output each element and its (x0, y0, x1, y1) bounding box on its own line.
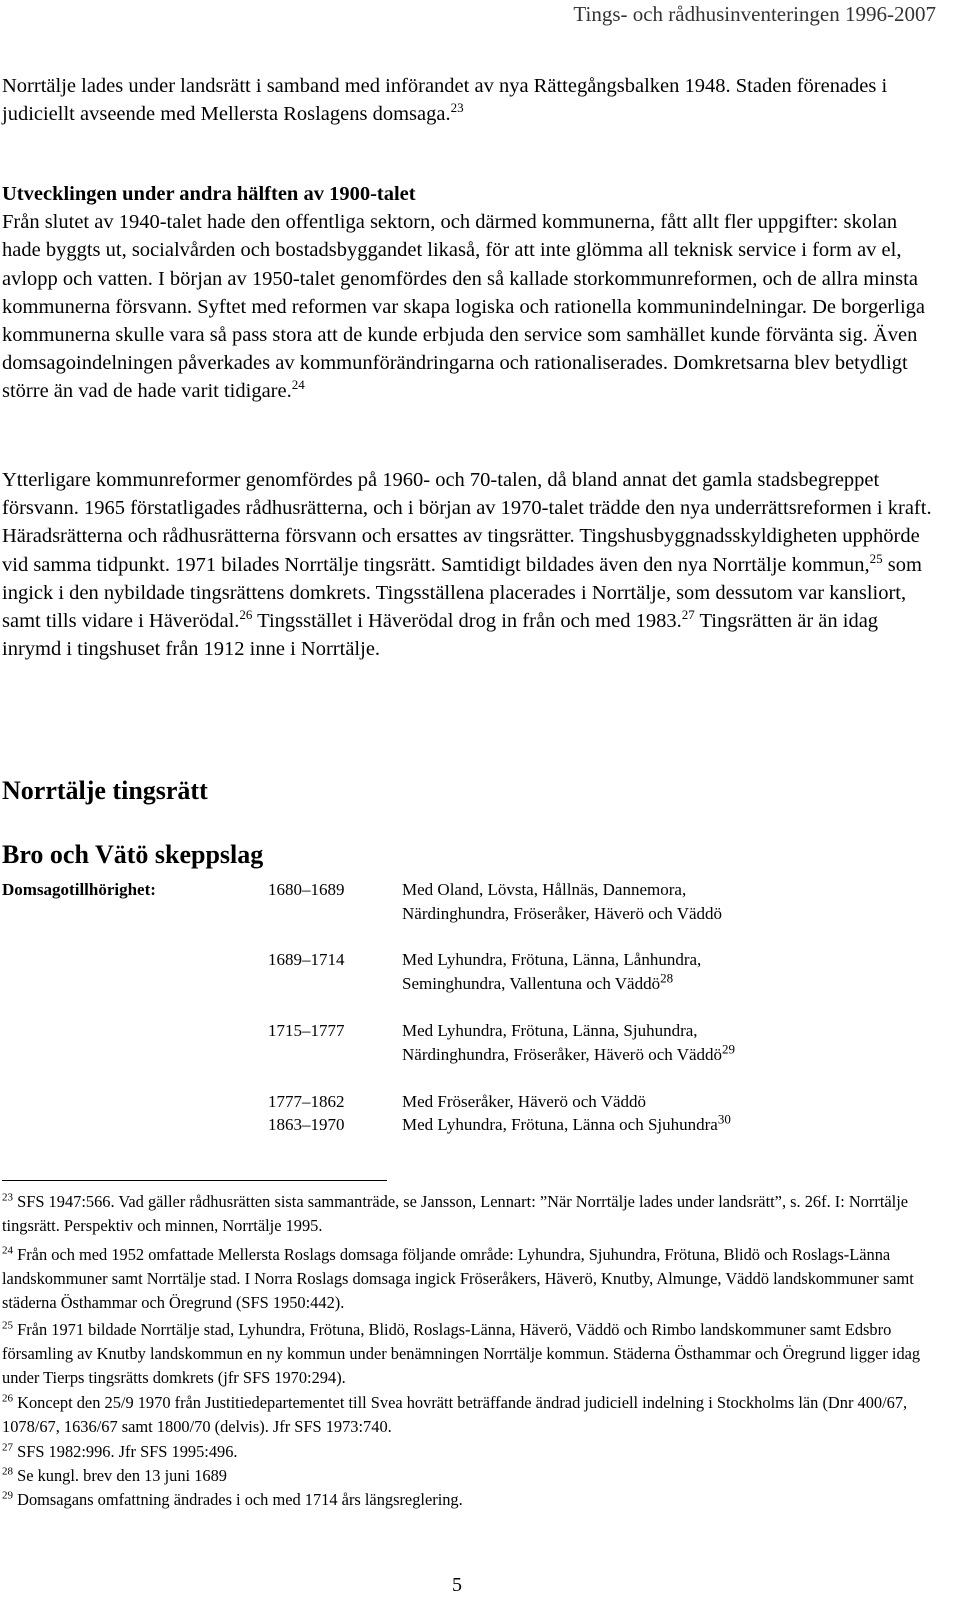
court-title: Norrtälje tingsrätt (2, 776, 208, 805)
domsago-desc-text: Med Lyhundra, Frötuna, Länna och Sjuhundra (402, 1115, 718, 1134)
footnote-number: 25 (2, 1319, 13, 1332)
footnote-number: 24 (2, 1244, 13, 1257)
domsago-period: 1863–1970 (268, 1115, 345, 1134)
footnote-23 (2, 1190, 932, 1238)
domsago-period: 1689–1714 (268, 950, 345, 969)
domsago-period: 1680–1689 (268, 880, 345, 899)
footnote-text: Från 1971 bildade Norrtälje stad, Lyhundra, Frötuna, Blidö, Roslags-Länna, Häverö, Väddö och Rimbo landskommuner samt Edsbro församling av Knutby landskommun en ny kommun under benämningen Norrtälje kommun. Städerna Östhammar och Öregrund ligger idag under Tierps tingsrätts domkrets (jfr SFS 1970:294). (2, 1320, 921, 1387)
footnote-29 (2, 1488, 932, 1512)
domsago-desc-text: Med Lyhundra, Frötuna, Länna, Sjuhundra, Närdinghundra, Fröseråker, Häverö och Väddö (402, 1021, 723, 1064)
footnote-28 (2, 1464, 932, 1488)
footnote-26 (2, 1391, 932, 1439)
domsago-desc (402, 1090, 772, 1114)
section-text-2b: som ingick i den nybildade tingsrättens domkrets. Tingsställena placerades i Norrtälje, som dessutom var kansliort, samt tills vidare i Häverödal. (2, 553, 922, 633)
footnote-number: 27 (2, 1441, 13, 1454)
domsago-period: 1777–1862 (268, 1092, 345, 1111)
section-text-2d: Tingsrätten är än idag inrymd i tingshuset från 1912 inne i Norrtälje. (2, 610, 879, 661)
section-paragraph-2 (2, 466, 932, 663)
footnote-text: SFS 1947:566. Vad gäller rådhusrätten sista sammanträde, se Jansson, Lennart: ”När Norrtälje lades under landsrätt”, s. 26f. I: Norrtälje tingsrätt. Perspektiv och minnen, Norrtälje 1995. (2, 1192, 909, 1235)
section-paragraph-1 (2, 180, 932, 406)
domsago-desc-text: Med Lyhundra, Frötuna, Länna, Lånhundra, Seminghundra, Vallentuna och Väddö (402, 950, 702, 993)
footnote-text: SFS 1982:996. Jfr SFS 1995:496. (17, 1442, 238, 1461)
footnote-ref-24[interactable]: 24 (291, 377, 305, 393)
footnote-number: 26 (2, 1392, 13, 1405)
domsago-desc-text: Med Fröseråker, Häverö och Väddö (402, 1092, 647, 1111)
footnote-text: Domsagans omfattning ändrades i och med 1714 års längsreglering. (17, 1490, 463, 1509)
domsago-desc (402, 948, 772, 995)
footnote-number: 29 (2, 1489, 13, 1502)
domsago-label: Domsagotillhörighet: (2, 880, 156, 899)
footnote-27 (2, 1440, 932, 1464)
footnote-text: Koncept den 25/9 1970 från Justitiedepartementet till Svea hovrätt beträffande ändrad judiciell indelning i Stockholms län (Dnr 400/67, 1078/67, 1636/67 samt 1800/70 (delvis). Jfr SFS 1973:740. (2, 1393, 908, 1436)
intro-text: Norrtälje lades under landsrätt i samband med införandet av nya Rättegångsbalken 1948. Staden förenades i judiciellt avseende med Mellersta Roslagens domsaga. (2, 75, 888, 126)
section-heading: Utvecklingen under andra hälften av 1900-talet (2, 183, 416, 205)
footnote-ref-25[interactable]: 25 (869, 550, 883, 566)
footnote-number: 23 (2, 1191, 13, 1204)
footnote-number: 28 (2, 1465, 13, 1478)
footnote-text: Från och med 1952 omfattade Mellersta Roslags domsaga följande område: Lyhundra, Sjuhundra, Frötuna, Blidö och Roslags-Länna landskommuner samt Norrtälje stad. I Norra Roslags domsaga ingick Fröseråkers, Häverö, Knutby, Almunge, Väddö landskommuner samt städerna Östhammar och Öregrund (SFS 1950:442). (2, 1245, 914, 1312)
section-text-2a: Ytterligare kommunreformer genomfördes på 1960- och 70-talen, då bland annat det gamla stadsbegreppet försvann. 1965 förstatligades rådhusrätterna, och i början av 1970-talet trädde den nya underrättsreformen i kraft. Häradsrätterna och rådhusrätterna försvann och ersattes av tingsrätter. Tingshusbyggnadsskyldigheten upphörde vid samma tidpunkt. 1971 bilades Norrtälje tingsrätt. Samtidigt bildades även den nya Norrtälje kommun, (2, 469, 932, 576)
footnote-ref-30[interactable]: 30 (717, 1111, 731, 1127)
footnote-ref-26[interactable]: 26 (239, 607, 253, 623)
page-number: 5 (452, 1574, 462, 1596)
intro-paragraph (2, 72, 932, 128)
domsago-desc (402, 1113, 772, 1137)
section-text-2c: Tingsstället i Häverödal drog in från och med 1983. (252, 610, 682, 633)
footnote-ref-28[interactable]: 28 (660, 969, 674, 985)
footnote-25 (2, 1318, 932, 1389)
district-title: Bro och Vätö skeppslag (2, 840, 264, 869)
domsago-period: 1715–1777 (268, 1021, 345, 1040)
domsago-desc (402, 1019, 772, 1066)
domsago-desc-text: Med Oland, Lövsta, Hållnäs, Dannemora, Närdinghundra, Fröseråker, Häverö och Väddö (402, 880, 723, 923)
running-header: Tings- och rådhusinventeringen 1996-2007 (573, 2, 936, 26)
footnote-text: Se kungl. brev den 13 juni 1689 (17, 1466, 227, 1485)
footnote-ref-29[interactable]: 29 (722, 1040, 736, 1056)
footnote-24 (2, 1243, 932, 1314)
section-text-1: Från slutet av 1940-talet hade den offentliga sektorn, och därmed kommunerna, fått allt fler uppgifter: skolan hade byggts ut, socialvården och bostadsbyggandet likaså, för att inte glömma all teknisk service i form av el, avlopp och vatten. I början av 1950-talet genomfördes den så kallade storkommunreformen, och de allra minsta kommunerna försvann. Syftet med reformen var skapa logiska och rationella kommunindelningar. De borgerliga kommunerna skulle vara så pass stora att de kunde erbjuda den service som samhället kunde förvänta sig. Även domsagoindelningen påverkades av kommunförändringarna och rationaliserades. Domkretsarna blev betydligt större än vad de hade varit tidigare. (2, 211, 926, 403)
footnote-ref-27[interactable]: 27 (681, 607, 695, 623)
domsago-desc (402, 878, 772, 925)
footnote-separator (2, 1180, 387, 1181)
footnote-ref-23[interactable]: 23 (450, 100, 464, 116)
